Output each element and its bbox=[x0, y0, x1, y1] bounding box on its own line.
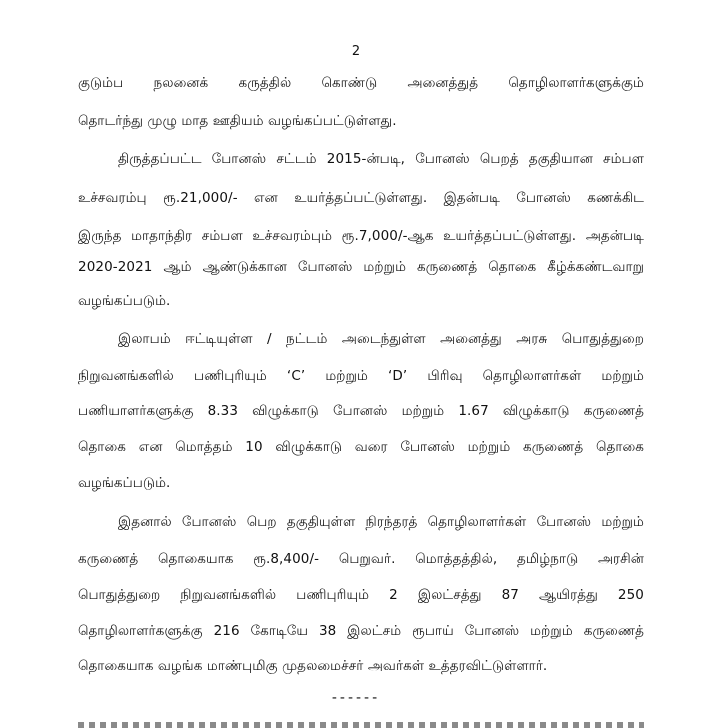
paragraph-2-line-5: வழங்கப்படும். bbox=[78, 293, 171, 309]
paragraph-3-line-1: இலாபம் ஈட்டியுள்ள / நட்டம் அடைந்துள்ள அனைத்து அரசு பொதுத்துறை bbox=[118, 331, 644, 347]
paragraph-1-line-1: குடும்ப நலனைக் கருத்தில் கொண்டு அனைத்துத் தொழிலாளர்களுக்கும் bbox=[78, 75, 644, 91]
paragraph-2-line-2: உச்சவரம்பு ரூ.21,000/- என உயர்த்தப்பட்டுள்ளது. இதன்படி போனஸ் கணக்கிட bbox=[78, 190, 644, 206]
paragraph-3-line-4: தொகை என மொத்தம் 10 விழுக்காடு வரை போனஸ் மற்றும் கருணைத் தொகை bbox=[78, 439, 644, 455]
paragraph-3-line-2: நிறுவனங்களில் பணிபுரியும் ‘C’ மற்றும் ‘D’ பிரிவு தொழிலாளர்கள் மற்றும் bbox=[78, 368, 644, 384]
paragraph-4-line-2: கருணைத் தொகையாக ரூ.8,400/- பெறுவர். மொத்தத்தில், தமிழ்நாடு அரசின் bbox=[78, 551, 644, 567]
paragraph-4-line-5: தொகையாக வழங்க மாண்புமிகு முதலமைச்சர் அவர்கள் உத்தரவிட்டுள்ளார். bbox=[78, 658, 548, 674]
section-divider: ------ bbox=[331, 690, 381, 706]
paragraph-4-line-4: தொழிலாளர்களுக்கு 216 கோடியே 38 இலட்சம் ரூபாய் போனஸ் மற்றும் கருணைத் bbox=[78, 623, 644, 639]
paragraph-1-line-2: தொடர்ந்து முழு மாத ஊதியம் வழங்கப்பட்டுள்ளது. bbox=[78, 113, 397, 129]
cut-off-text-strip bbox=[78, 722, 644, 728]
paragraph-2-line-1: திருத்தப்பட்ட போனஸ் சட்டம் 2015-ன்படி, போனஸ் பெறத் தகுதியான சம்பள bbox=[118, 151, 644, 167]
paragraph-3-line-3: பணியாளர்களுக்கு 8.33 விழுக்காடு போனஸ் மற்றும் 1.67 விழுக்காடு கருணைத் bbox=[78, 403, 644, 419]
paragraph-4-line-3: பொதுத்துறை நிறுவனங்களில் பணிபுரியும் 2 இலட்சத்து 87 ஆயிரத்து 250 bbox=[78, 587, 644, 603]
paragraph-4-line-1: இதனால் போனஸ் பெற தகுதியுள்ள நிரந்தரத் தொழிலாளர்கள் போனஸ் மற்றும் bbox=[118, 514, 644, 530]
paragraph-2-line-3: இருந்த மாதாந்திர சம்பள உச்சவரம்பும் ரூ.7,000/-ஆக உயர்த்தப்பட்டுள்ளது. அதன்படி bbox=[78, 228, 644, 244]
paragraph-2-line-4: 2020-2021 ஆம் ஆண்டுக்கான போனஸ் மற்றும் கருணைத் தொகை கீழ்க்கண்டவாறு bbox=[78, 259, 644, 275]
paragraph-3-line-5: வழங்கப்படும். bbox=[78, 475, 171, 491]
page-number: 2 bbox=[351, 44, 361, 59]
